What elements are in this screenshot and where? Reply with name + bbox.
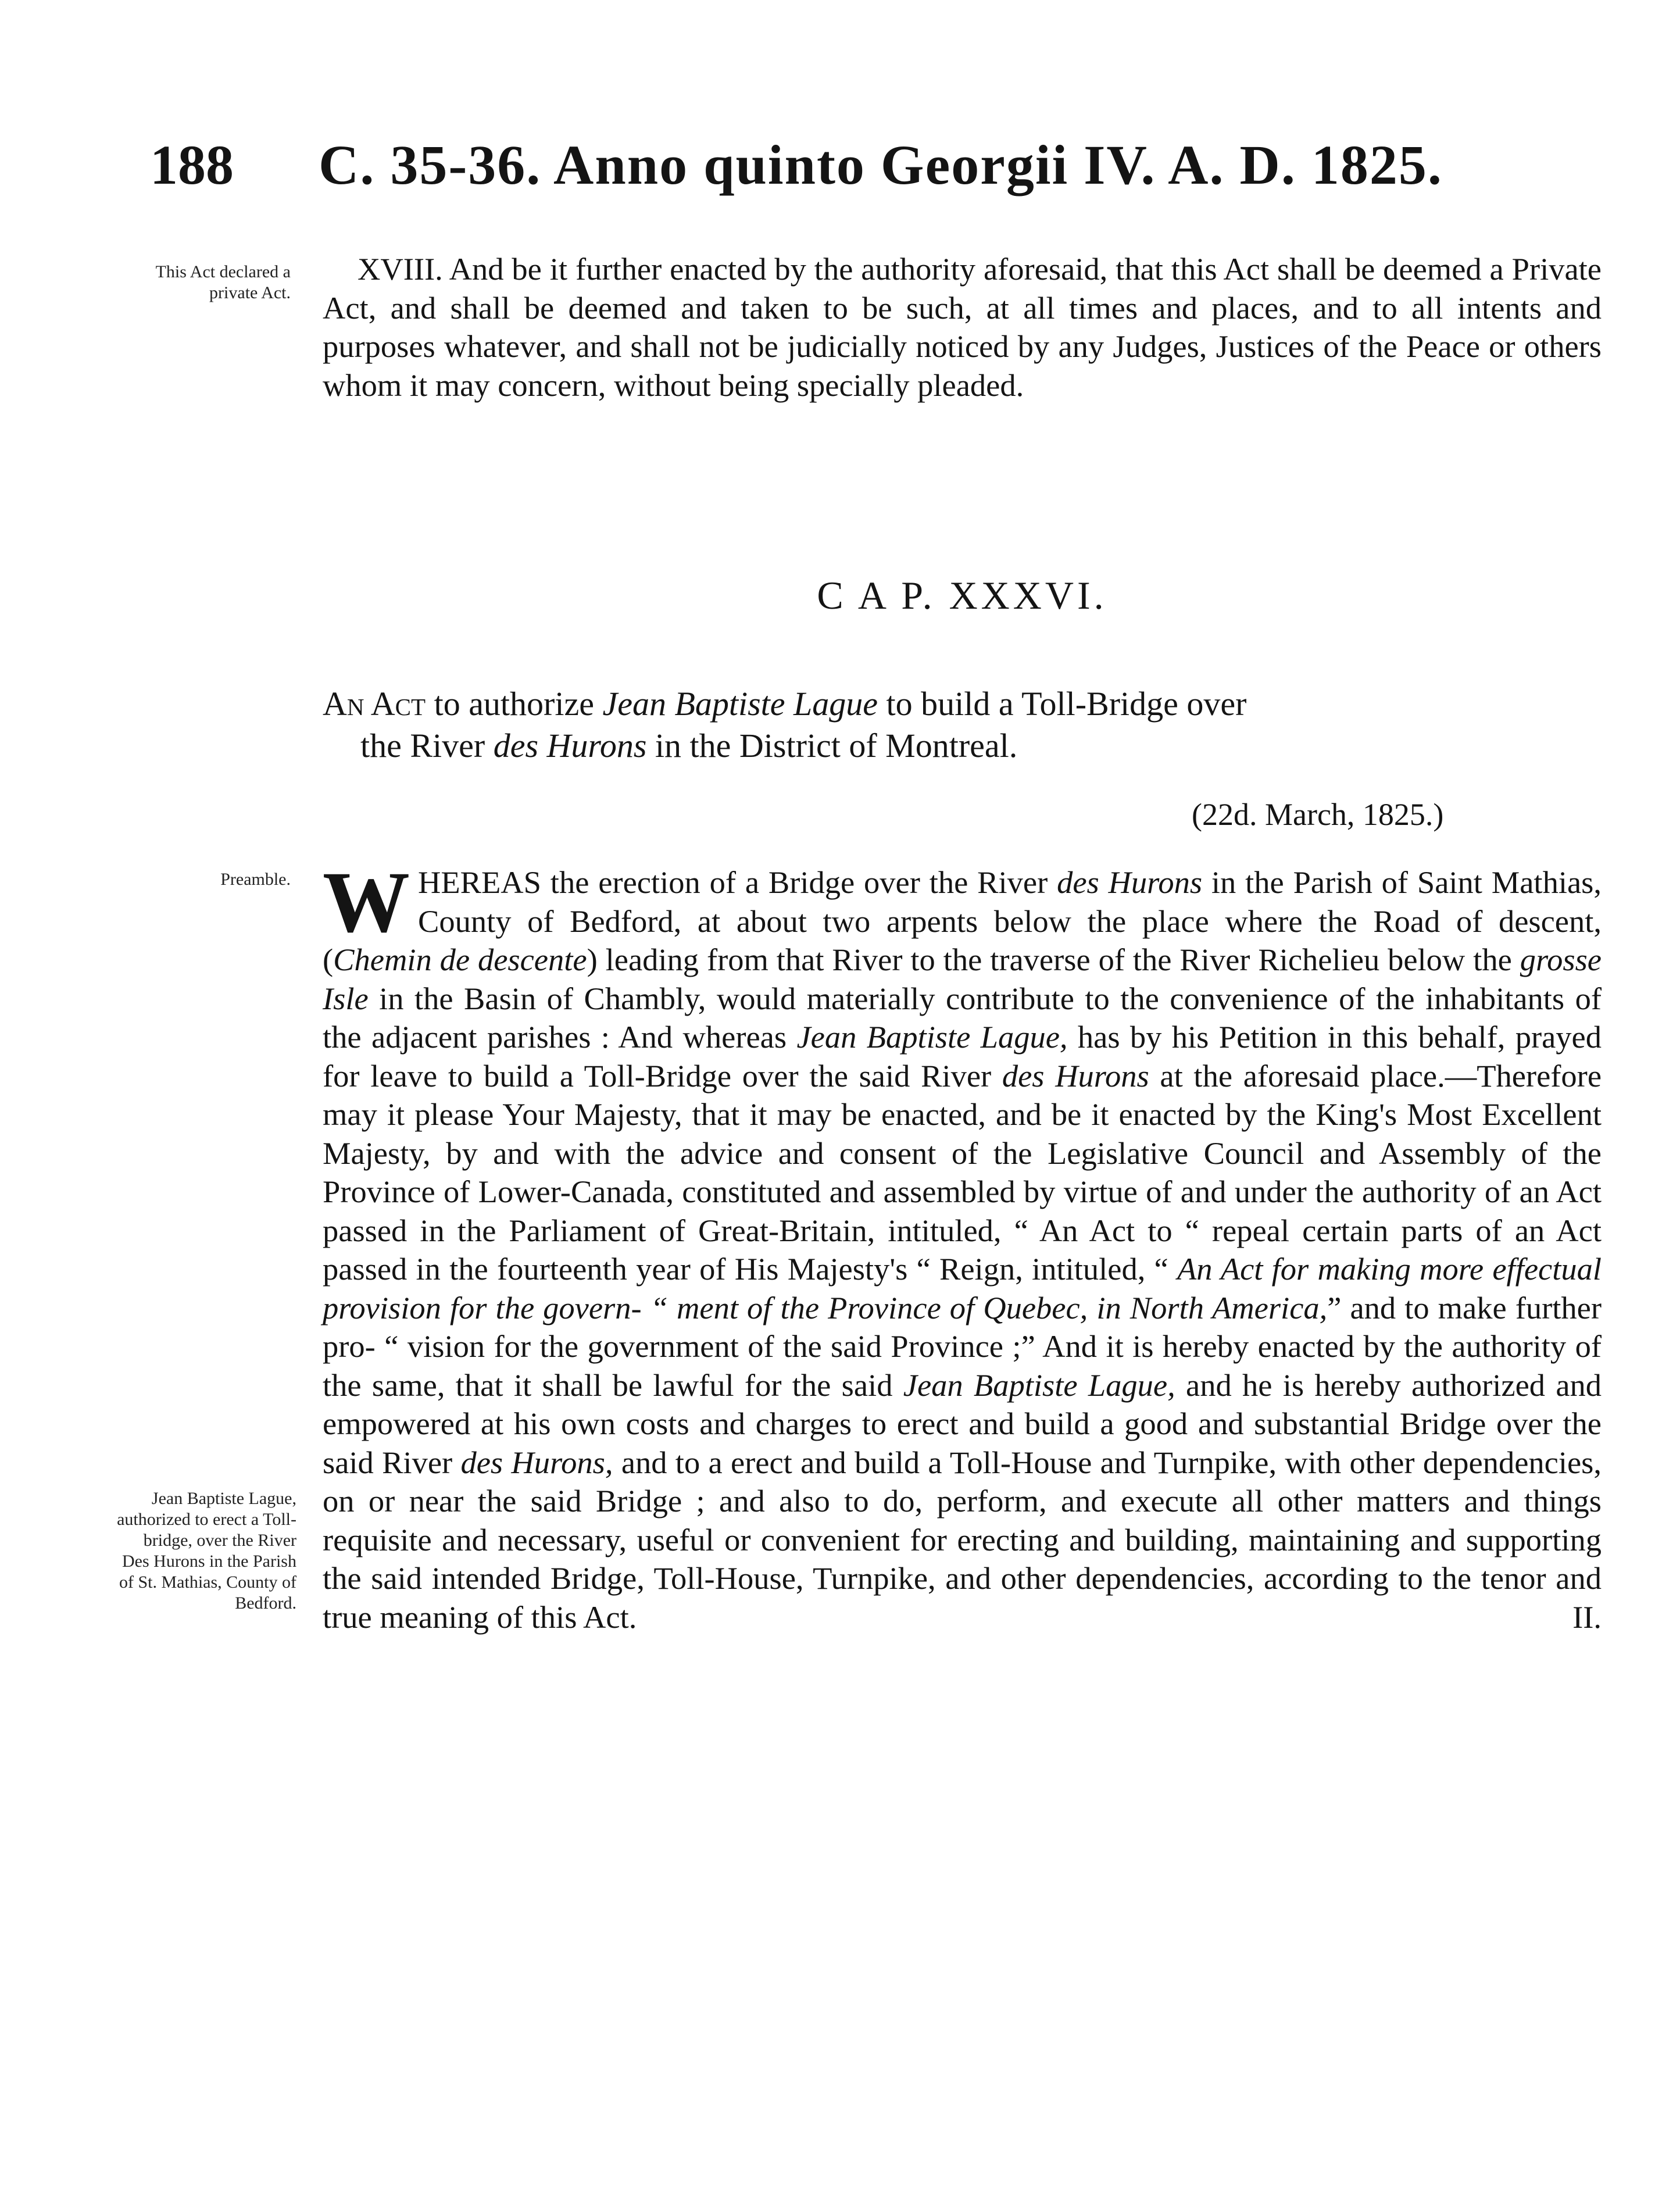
preamble-text bbox=[323, 854, 1602, 1637]
italic-run: des Hurons bbox=[1002, 1057, 1149, 1094]
preamble bbox=[323, 854, 1602, 1637]
act-title-text: to build a Toll-Bridge over bbox=[878, 685, 1247, 723]
page-number: 188 bbox=[150, 134, 234, 196]
margin-note-preamble: Preamble. bbox=[220, 870, 291, 889]
act-title-text: to authorize bbox=[426, 685, 603, 723]
text-run: in the Parish of Saint Mathias, County of Bedford, at about two arpents below the place where the Road of descent, ( bbox=[323, 864, 1602, 977]
italic-run: grosse Isle bbox=[323, 942, 1602, 1016]
text-run: ) leading from that River to the traverse of the River Richelieu below the bbox=[587, 942, 1520, 977]
italic-run: Jean Baptiste Lague, bbox=[796, 1019, 1068, 1055]
text-run: at the aforesaid place.—Therefore may it please Your Majesty, that it may be enacted, and be it enacted by the King's Most Excellent Majesty, by and with the advice and consent of the Legislative Council and Assembly of the Province of Lower-Canada, constituted and assembled by virtue of and under the authority of an Act passed in the Parliament of Great-Britain, intituled, “ An Act to “ repeal certain parts of an Act passed in the fourteenth year of His Majesty's “ Reign, intituled, “ bbox=[323, 1057, 1602, 1287]
text-run: ” and to make further pro- “ vision for the government of the said Province ;” And it is hereby enacted by the authority of the same, that it shall be lawful for the said bbox=[323, 1289, 1602, 1403]
act-title bbox=[323, 683, 1602, 767]
act-title-prefix: An Act bbox=[323, 685, 426, 723]
text-run: and to a erect and build a Toll-House and Turnpike, with other dependencies, on or near the said Bridge ; and also to do, perform, and execute all other matters and things requisite and necessary, useful or convenient for erecting and building, maintaining and supporting the said intended Bridge, Toll-House, Turnpike, and other dependencies, according to the tenor and true meaning of this Act. bbox=[323, 1444, 1602, 1635]
margin-note-private-act: This Act declared a private Act. bbox=[155, 262, 291, 302]
act-title-text: the River bbox=[360, 727, 494, 764]
italic-run: Chemin de descente bbox=[333, 942, 587, 977]
margin-note-section-1: Jean Baptiste Lague, authorized to erect a Toll-bridge, over the River Des Hurons in the Parish of St. Mathias, County of Bedford. bbox=[117, 1489, 296, 1613]
italic-run: Jean Baptiste Lague, bbox=[903, 1367, 1175, 1403]
text-run: HEREAS the erection of a Bridge over the River bbox=[418, 864, 1057, 900]
section-18 bbox=[323, 250, 1602, 405]
italic-run: des Hurons, bbox=[460, 1444, 613, 1480]
act-title-line-1 bbox=[323, 683, 1602, 725]
running-title: C. 35-36. Anno quinto Georgii IV. A. D. 1825. bbox=[319, 134, 1443, 196]
act-title-line-2 bbox=[323, 725, 1602, 767]
act-date: (22d. March, 1825.) bbox=[1192, 797, 1444, 832]
italic-run: An Act for making more effectual provision for the govern- “ ment of the Province of Quebec, in North America, bbox=[323, 1251, 1602, 1325]
page-header bbox=[150, 133, 1615, 208]
chapter-heading: C A P. XXXVI. bbox=[817, 573, 1107, 617]
text-run: in the Basin of Chambly, would materially contribute to the convenience of the inhabitants of the adjacent parishes : And whereas bbox=[323, 980, 1602, 1055]
text-run: and he is hereby authorized and empowered at his own costs and charges to erect and build a good and substantial Bridge over the said River bbox=[323, 1367, 1602, 1480]
drop-cap: W bbox=[323, 854, 410, 951]
act-title-text: in the District of Montreal. bbox=[646, 727, 1018, 764]
catchword: II. bbox=[1572, 1599, 1602, 1635]
act-title-name: Jean Baptiste Lague bbox=[602, 685, 878, 723]
act-title-river: des Hurons bbox=[493, 727, 647, 764]
text-run: has by his Petition in this behalf, prayed for leave to build a Toll-Bridge over the said River bbox=[323, 1019, 1602, 1094]
italic-run: des Hurons bbox=[1057, 864, 1203, 900]
section-18-text: XVIII. And be it further enacted by the authority aforesaid, that this Act shall be deemed a Private Act, and shall be deemed and taken to be such, at all times and places, and to all intents and purposes whatever, and shall not be judicially noticed by any Judges, Justices of the Peace or others whom it may concern, without being specially pleaded. bbox=[323, 251, 1602, 403]
